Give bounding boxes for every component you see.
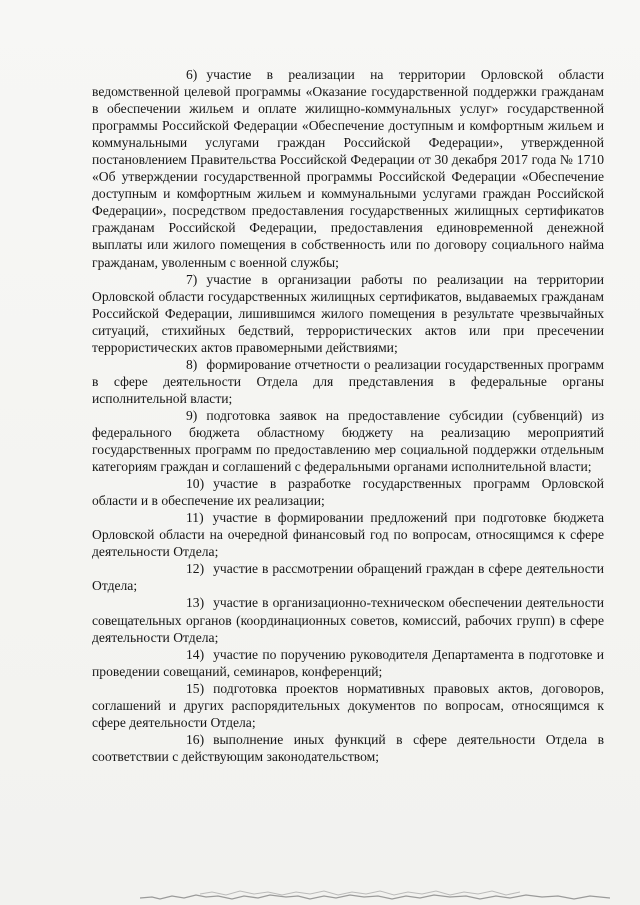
item-text: участие в рассмотрении обращений граждан в сфере деятельности Отдела; [92, 561, 604, 594]
item-text: участие в реализации на территории Орловской области ведомственной целевой программы «Оказание государственной поддержки гражданам в обеспечении жильем и оплате жилищно-коммунальных услуг» государственной программы Российской Федерации «Обеспечение доступным и комфортным жильем и коммунальными услугами граждан Российской Федерации», утвержденной постановлением Правительства Российской Федерации от 30 декабря 2017 года № 1710 «Об утверждении государственной программы Российской Федерации «Обеспечение доступным и комфортным жильем и коммунальными услугами граждан Российской Федерации», посредством предоставления государственных жилищных сертификатов гражданам Российской Федерации, предоставления единовременной денежной выплаты или жилого помещения в собственность или по договору социального найма гражданам, уволенным с военной службы; [92, 67, 604, 270]
item-text: участие в организации работы по реализации на территории Орловской области государственных жилищных сертификатов, выдаваемых гражданам Российской Федерации, лишившимся жилого помещения в результате чрезвычайных ситуаций, стихийных бедствий, террористических актов или при пресечении террористических актов правомерными действиями; [92, 271, 604, 355]
list-item [92, 509, 604, 560]
list-item [92, 475, 604, 509]
item-number: 11) [186, 510, 204, 526]
item-text: участие в организационно-техническом обеспечении деятельности совещательных органов (координационных советов, комиссий, рабочих групп) в сфере деятельности Отдела; [92, 595, 604, 645]
item-text: выполнение иных функций в сфере деятельности Отдела в соответствии с действующим законодательством; [92, 731, 604, 764]
list-item [92, 731, 604, 765]
item-number: 9) [186, 407, 198, 423]
scan-noise-strip [140, 884, 610, 902]
item-number: 16) [186, 731, 205, 747]
item-text: формирование отчетности о реализации государственных программ в сфере деятельности Отдела для представления в федеральные органы исполнительной власти; [92, 356, 604, 406]
item-text: подготовка заявок на предоставление субсидии (субвенций) из федерального бюджета областному бюджету на реализацию мероприятий государственных программ по предоставлению мер социальной поддержки отдельным категориям граждан и соглашений с федеральными органами исполнительной власти; [92, 407, 604, 475]
list-item [92, 560, 604, 594]
item-text: участие в разработке государственных программ Орловской области и в обеспечение их реализации; [92, 476, 604, 509]
item-number: 14) [186, 646, 205, 662]
document-body [92, 66, 604, 765]
item-number: 10) [186, 476, 205, 492]
item-number: 8) [186, 356, 198, 372]
item-number: 6) [186, 67, 198, 82]
list-item [92, 407, 604, 475]
item-number: 7) [186, 271, 198, 287]
list-item [92, 271, 604, 356]
item-number: 15) [186, 680, 205, 696]
item-text: подготовка проектов нормативных правовых актов, договоров, соглашений и других распорядительных документов по вопросам, относящимся к сфере деятельности Отдела; [92, 680, 604, 730]
list-item [92, 646, 604, 680]
item-number: 12) [186, 561, 205, 577]
list-item [92, 66, 604, 271]
list-item [92, 680, 604, 731]
item-text: участие в формировании предложений при подготовке бюджета Орловской области на очередной финансовый год по вопросам, относящимся к сфере деятельности Отдела; [92, 510, 604, 560]
list-item [92, 356, 604, 407]
item-text: участие по поручению руководителя Департамента в подготовке и проведении совещаний, семинаров, конференций; [92, 646, 604, 679]
list-item [92, 594, 604, 645]
item-number: 13) [186, 595, 205, 611]
